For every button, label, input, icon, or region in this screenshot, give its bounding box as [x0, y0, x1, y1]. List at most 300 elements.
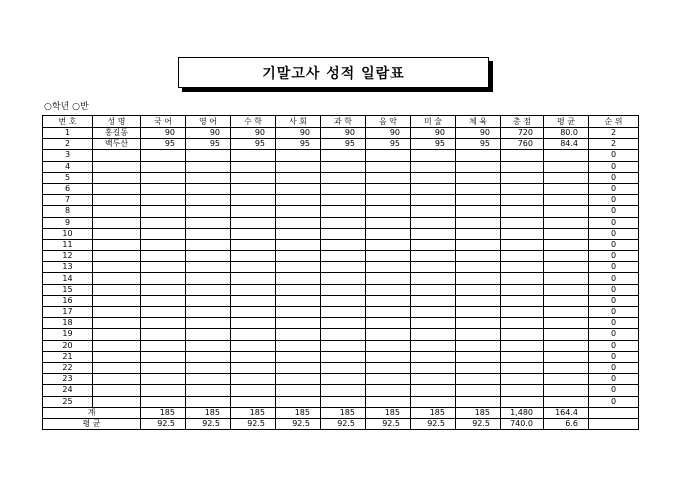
score-cell: [141, 318, 186, 329]
score-cell: 95: [276, 139, 321, 150]
score-cell: [141, 307, 186, 318]
score-cell: [141, 239, 186, 250]
score-cell: [366, 183, 411, 194]
score-cell: [456, 217, 501, 228]
score-cell: [231, 161, 276, 172]
score-cell: [276, 385, 321, 396]
score-cell: [141, 396, 186, 407]
avg_row-empty-cell: [589, 418, 639, 429]
column-header: 영 어: [186, 116, 231, 128]
average-cell: [544, 329, 589, 340]
score-cell: [141, 273, 186, 284]
table-row: [43, 228, 639, 239]
score-cell: [141, 295, 186, 306]
score-cell: [141, 340, 186, 351]
sum_row-value-cell: 185: [366, 407, 411, 418]
total-cell: [501, 262, 544, 273]
score-cell: [366, 318, 411, 329]
student-name-cell: 홍길동: [93, 128, 141, 139]
student-name-cell: [93, 195, 141, 206]
sum-row: [43, 407, 639, 418]
score-cell: [411, 385, 456, 396]
table-header-row: [43, 116, 639, 128]
score-cell: 90: [276, 128, 321, 139]
score-cell: [231, 150, 276, 161]
table-row: [43, 362, 639, 373]
table-row: [43, 150, 639, 161]
table-row: [43, 139, 639, 150]
score-cell: [186, 329, 231, 340]
score-cell: [186, 340, 231, 351]
total-cell: [501, 217, 544, 228]
score-cell: [141, 150, 186, 161]
student-name-cell: [93, 396, 141, 407]
score-cell: [186, 396, 231, 407]
row-number-cell: 8: [43, 206, 93, 217]
score-cell: [186, 385, 231, 396]
row-number-cell: 1: [43, 128, 93, 139]
score-cell: [411, 273, 456, 284]
score-cell: [276, 228, 321, 239]
score-cell: 90: [411, 128, 456, 139]
average-cell: [544, 217, 589, 228]
rank-cell: 0: [589, 217, 639, 228]
score-cell: [456, 340, 501, 351]
score-cell: [186, 161, 231, 172]
score-cell: [141, 217, 186, 228]
column-header: 체 육: [456, 116, 501, 128]
score-cell: [141, 284, 186, 295]
score-cell: [231, 396, 276, 407]
row-number-cell: 7: [43, 195, 93, 206]
score-cell: [321, 340, 366, 351]
score-cell: [411, 228, 456, 239]
score-cell: [321, 228, 366, 239]
score-cell: [231, 172, 276, 183]
rank-cell: 2: [589, 139, 639, 150]
student-name-cell: 백두산: [93, 139, 141, 150]
student-name-cell: [93, 172, 141, 183]
average-cell: 84.4: [544, 139, 589, 150]
column-header: 과 학: [321, 116, 366, 128]
table-body: [43, 128, 639, 408]
row-number-cell: 3: [43, 150, 93, 161]
row-number-cell: 2: [43, 139, 93, 150]
score-cell: [456, 284, 501, 295]
rank-cell: 0: [589, 295, 639, 306]
rank-cell: 0: [589, 329, 639, 340]
rank-cell: 0: [589, 150, 639, 161]
score-cell: [321, 172, 366, 183]
score-cell: [276, 239, 321, 250]
score-cell: [321, 150, 366, 161]
column-header: 음 악: [366, 116, 411, 128]
score-cell: [276, 396, 321, 407]
title-wrapper: [178, 57, 489, 88]
row-number-cell: 10: [43, 228, 93, 239]
student-name-cell: [93, 262, 141, 273]
table-row: [43, 183, 639, 194]
student-name-cell: [93, 340, 141, 351]
table-row: [43, 351, 639, 362]
score-cell: [456, 228, 501, 239]
average-cell: [544, 150, 589, 161]
score-cell: [231, 273, 276, 284]
total-cell: [501, 172, 544, 183]
row-number-cell: 19: [43, 329, 93, 340]
row-number-cell: 6: [43, 183, 93, 194]
score-cell: [366, 396, 411, 407]
score-cell: 90: [231, 128, 276, 139]
score-cell: [231, 217, 276, 228]
score-cell: [276, 150, 321, 161]
table-row: [43, 251, 639, 262]
rank-cell: 0: [589, 183, 639, 194]
score-cell: 90: [321, 128, 366, 139]
sum_row-empty-cell: [589, 407, 639, 418]
rank-cell: 0: [589, 262, 639, 273]
score-cell: [456, 239, 501, 250]
score-cell: [231, 195, 276, 206]
score-cell: [366, 351, 411, 362]
rank-cell: 0: [589, 351, 639, 362]
total-cell: [501, 273, 544, 284]
score-cell: [276, 340, 321, 351]
average-cell: [544, 183, 589, 194]
rank-cell: 0: [589, 273, 639, 284]
total-cell: [501, 351, 544, 362]
student-name-cell: [93, 239, 141, 250]
score-cell: [321, 262, 366, 273]
score-cell: [366, 385, 411, 396]
score-cell: 95: [321, 139, 366, 150]
total-cell: [501, 161, 544, 172]
score-cell: [411, 329, 456, 340]
score-cell: 95: [231, 139, 276, 150]
row-number-cell: 13: [43, 262, 93, 273]
score-cell: [141, 329, 186, 340]
score-cell: [321, 374, 366, 385]
sum_row-label: 계: [43, 407, 141, 418]
table-row: [43, 195, 639, 206]
rank-cell: 0: [589, 374, 639, 385]
rank-cell: 0: [589, 195, 639, 206]
score-cell: [456, 262, 501, 273]
score-cell: [411, 262, 456, 273]
total-cell: 720: [501, 128, 544, 139]
avg_row-value-cell: 92.5: [321, 418, 366, 429]
score-cell: [411, 161, 456, 172]
average-cell: [544, 284, 589, 295]
score-cell: [186, 239, 231, 250]
row-number-cell: 5: [43, 172, 93, 183]
avg_row-value-cell: 92.5: [231, 418, 276, 429]
table-row: [43, 318, 639, 329]
sum_row-value-cell: 185: [456, 407, 501, 418]
score-cell: [456, 318, 501, 329]
score-cell: 95: [186, 139, 231, 150]
row-number-cell: 16: [43, 295, 93, 306]
rank-cell: 0: [589, 206, 639, 217]
table-row: [43, 273, 639, 284]
score-cell: [411, 374, 456, 385]
student-name-cell: [93, 351, 141, 362]
score-cell: [276, 318, 321, 329]
student-name-cell: [93, 228, 141, 239]
row-number-cell: 25: [43, 396, 93, 407]
score-cell: [321, 251, 366, 262]
score-cell: [276, 295, 321, 306]
rank-cell: 2: [589, 128, 639, 139]
rank-cell: 0: [589, 284, 639, 295]
score-cell: [411, 318, 456, 329]
score-cell: [276, 251, 321, 262]
student-name-cell: [93, 362, 141, 373]
score-cell: [141, 172, 186, 183]
score-cell: [456, 307, 501, 318]
total-cell: [501, 396, 544, 407]
score-cell: [321, 307, 366, 318]
score-cell: [231, 362, 276, 373]
total-cell: [501, 251, 544, 262]
score-cell: [456, 161, 501, 172]
student-name-cell: [93, 273, 141, 284]
column-header: 순 위: [589, 116, 639, 128]
total-cell: [501, 195, 544, 206]
score-cell: [141, 195, 186, 206]
score-cell: [276, 172, 321, 183]
score-cell: [231, 340, 276, 351]
total-cell: [501, 318, 544, 329]
column-header: 수 학: [231, 116, 276, 128]
row-number-cell: 18: [43, 318, 93, 329]
average-cell: [544, 374, 589, 385]
column-header: 성 명: [93, 116, 141, 128]
score-cell: [186, 228, 231, 239]
average-cell: [544, 161, 589, 172]
score-cell: [276, 362, 321, 373]
score-cell: [231, 284, 276, 295]
column-header: 사 회: [276, 116, 321, 128]
score-cell: 95: [411, 139, 456, 150]
score-cell: [366, 206, 411, 217]
score-cell: [456, 351, 501, 362]
score-cell: [411, 183, 456, 194]
total-cell: [501, 206, 544, 217]
avg_row-label: 평 균: [43, 418, 141, 429]
score-cell: [276, 217, 321, 228]
score-cell: [186, 172, 231, 183]
table-row: [43, 295, 639, 306]
score-cell: [366, 295, 411, 306]
score-cell: [456, 172, 501, 183]
score-cell: [321, 161, 366, 172]
total-cell: [501, 362, 544, 373]
sum_row-value-cell: 185: [321, 407, 366, 418]
average-cell: [544, 262, 589, 273]
score-cell: [321, 318, 366, 329]
score-cell: [186, 284, 231, 295]
score-cell: [276, 206, 321, 217]
student-name-cell: [93, 183, 141, 194]
score-cell: [276, 374, 321, 385]
score-cell: [231, 385, 276, 396]
average-cell: [544, 396, 589, 407]
grade-table: [42, 115, 639, 430]
average-cell: [544, 172, 589, 183]
rank-cell: 0: [589, 362, 639, 373]
avg_row-value-cell: 6.6: [544, 418, 589, 429]
score-cell: [276, 195, 321, 206]
average-cell: [544, 239, 589, 250]
rank-cell: 0: [589, 251, 639, 262]
column-header: 총 점: [501, 116, 544, 128]
score-cell: [411, 239, 456, 250]
column-header: 미 술: [411, 116, 456, 128]
table-row: [43, 239, 639, 250]
table-row: [43, 172, 639, 183]
score-cell: [186, 295, 231, 306]
score-cell: [231, 295, 276, 306]
avg_row-value-cell: 740.0: [501, 418, 544, 429]
total-cell: [501, 374, 544, 385]
score-cell: [141, 262, 186, 273]
sum_row-value-cell: 1,480: [501, 407, 544, 418]
score-cell: [411, 307, 456, 318]
score-cell: [141, 385, 186, 396]
score-cell: 95: [141, 139, 186, 150]
total-cell: [501, 329, 544, 340]
sum_row-value-cell: 185: [411, 407, 456, 418]
score-cell: [411, 351, 456, 362]
sum_row-value-cell: 164.4: [544, 407, 589, 418]
score-cell: [231, 206, 276, 217]
row-number-cell: 11: [43, 239, 93, 250]
average-cell: [544, 385, 589, 396]
sum_row-value-cell: 185: [141, 407, 186, 418]
score-cell: [231, 329, 276, 340]
score-cell: [186, 251, 231, 262]
row-number-cell: 12: [43, 251, 93, 262]
rank-cell: 0: [589, 172, 639, 183]
average-cell: [544, 206, 589, 217]
table-row: [43, 262, 639, 273]
student-name-cell: [93, 374, 141, 385]
rank-cell: 0: [589, 239, 639, 250]
table-row: [43, 206, 639, 217]
score-cell: [231, 351, 276, 362]
student-name-cell: [93, 284, 141, 295]
rank-cell: 0: [589, 161, 639, 172]
student-name-cell: [93, 295, 141, 306]
average-cell: [544, 295, 589, 306]
average-row: [43, 418, 639, 429]
average-cell: [544, 307, 589, 318]
score-cell: 95: [456, 139, 501, 150]
row-number-cell: 14: [43, 273, 93, 284]
score-cell: [411, 150, 456, 161]
page-title: 기말고사 성적 일람표: [178, 57, 489, 88]
table-row: [43, 284, 639, 295]
student-name-cell: [93, 217, 141, 228]
score-cell: [456, 206, 501, 217]
score-cell: [186, 217, 231, 228]
student-name-cell: [93, 329, 141, 340]
score-cell: [456, 150, 501, 161]
score-cell: [231, 307, 276, 318]
score-cell: [456, 396, 501, 407]
score-cell: [276, 161, 321, 172]
row-number-cell: 15: [43, 284, 93, 295]
score-cell: [321, 362, 366, 373]
score-cell: [186, 262, 231, 273]
score-cell: [231, 239, 276, 250]
score-cell: [456, 362, 501, 373]
score-cell: [231, 228, 276, 239]
score-cell: [186, 195, 231, 206]
row-number-cell: 23: [43, 374, 93, 385]
score-cell: [231, 251, 276, 262]
score-cell: [321, 351, 366, 362]
score-cell: [141, 251, 186, 262]
score-cell: [276, 183, 321, 194]
score-cell: [141, 206, 186, 217]
score-cell: [366, 340, 411, 351]
score-cell: [366, 195, 411, 206]
average-cell: [544, 340, 589, 351]
average-cell: [544, 195, 589, 206]
score-cell: [186, 183, 231, 194]
score-cell: [411, 217, 456, 228]
score-cell: [141, 351, 186, 362]
score-cell: [366, 273, 411, 284]
score-cell: [456, 385, 501, 396]
score-cell: [411, 295, 456, 306]
sum_row-value-cell: 185: [186, 407, 231, 418]
score-cell: [321, 206, 366, 217]
student-name-cell: [93, 318, 141, 329]
score-cell: [456, 273, 501, 284]
score-cell: [141, 183, 186, 194]
score-cell: [411, 172, 456, 183]
average-cell: [544, 273, 589, 284]
score-cell: [366, 228, 411, 239]
score-cell: [186, 374, 231, 385]
score-cell: [366, 307, 411, 318]
student-name-cell: [93, 150, 141, 161]
score-cell: [366, 251, 411, 262]
score-cell: [456, 295, 501, 306]
row-number-cell: 17: [43, 307, 93, 318]
table-row: [43, 396, 639, 407]
average-cell: [544, 362, 589, 373]
table-row: [43, 128, 639, 139]
row-number-cell: 21: [43, 351, 93, 362]
total-cell: [501, 385, 544, 396]
total-cell: [501, 295, 544, 306]
score-cell: [411, 396, 456, 407]
score-cell: [411, 251, 456, 262]
score-cell: [366, 217, 411, 228]
total-cell: 760: [501, 139, 544, 150]
score-cell: [231, 183, 276, 194]
score-cell: [366, 329, 411, 340]
total-cell: [501, 239, 544, 250]
score-cell: [366, 172, 411, 183]
avg_row-value-cell: 92.5: [186, 418, 231, 429]
score-cell: [456, 195, 501, 206]
score-cell: [321, 295, 366, 306]
